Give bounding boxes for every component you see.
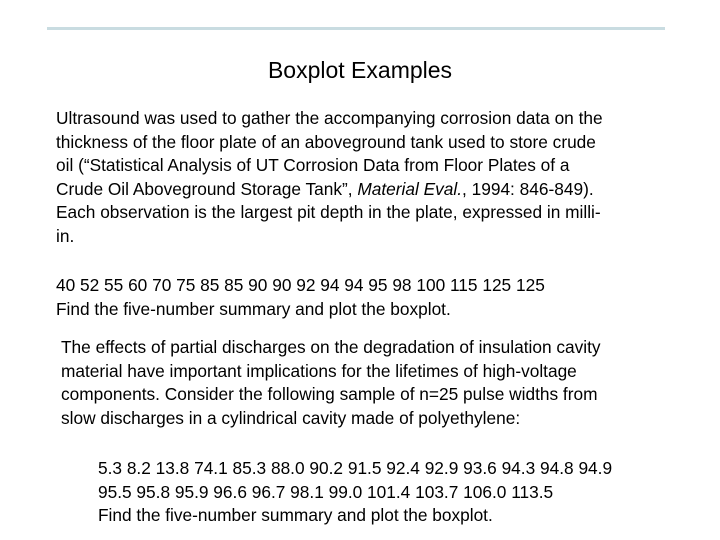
example1-citation-line [56, 178, 603, 202]
example1-data [56, 274, 545, 321]
example1-line: thickness of the floor plate of an aboveground tank used to store crude [56, 131, 596, 152]
example1-line: in. [56, 225, 75, 246]
example2-data [98, 457, 612, 528]
example2-data-values: 5.3 8.2 13.8 74.1 85.3 88.0 90.2 91.5 92.4 92.9 93.6 94.3 94.8 94.9 [98, 458, 613, 478]
example2-line: The effects of partial discharges on the degradation of insulation cavity [61, 337, 601, 357]
header-divider [47, 27, 665, 30]
citation-prefix: Crude Oil Aboveground Storage Tank”, [56, 178, 358, 199]
example2-instruction: Find the five-number summary and plot the boxplot. [98, 505, 493, 525]
slide-title: Boxplot Examples [267, 57, 453, 83]
example2-line: material have important implications for the lifetimes of high-voltage [61, 360, 577, 381]
example2-line: components. Consider the following sample of n=25 pulse widths from [61, 384, 598, 404]
example1-line: oil (“Statistical Analysis of UT Corrosion Data from Floor Plates of a [56, 155, 570, 175]
example2-description [61, 336, 601, 430]
example1-line: Each observation is the largest pit depth in the plate, expressed in milli- [56, 202, 601, 222]
example2-line: slow discharges in a cylindrical cavity made of polyethylene: [61, 407, 521, 428]
example1-line: Ultrasound was used to gather the accompanying corrosion data on the [56, 108, 603, 128]
example1-description [56, 107, 603, 248]
citation-journal: Material Eval. [357, 178, 463, 199]
citation-suffix: , 1994: 846-849). [462, 178, 594, 199]
example1-instruction: Find the five-number summary and plot the boxplot. [56, 298, 451, 319]
example1-data-values: 40 52 55 60 70 75 85 85 90 90 92 94 94 95 98 100 115 125 125 [56, 275, 545, 295]
example2-data-values: 95.5 95.8 95.9 96.6 96.7 98.1 99.0 101.4 103.7 106.0 113.5 [98, 481, 554, 502]
